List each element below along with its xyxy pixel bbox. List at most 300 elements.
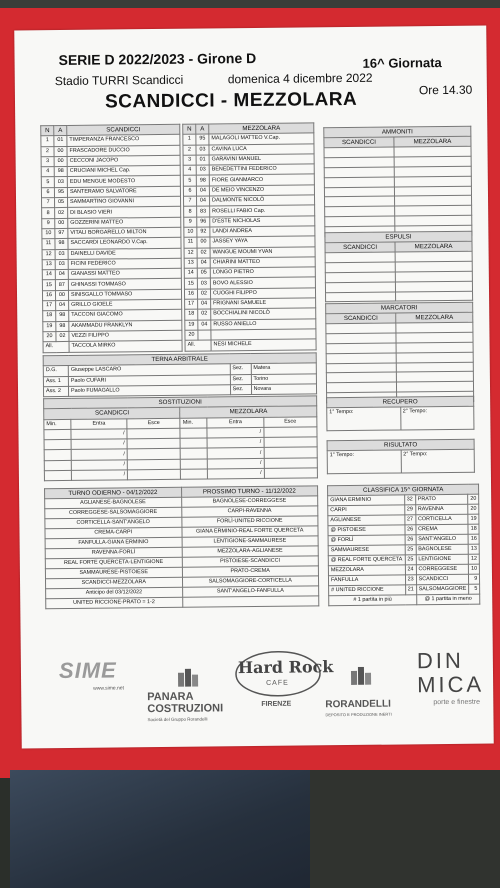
sub-out xyxy=(127,459,180,470)
player-year: 02 xyxy=(56,331,69,341)
home-lineup-table xyxy=(40,124,182,353)
player-year: 95 xyxy=(54,187,67,197)
player-name: LONGO PIETRO xyxy=(210,267,315,278)
player-number: 7 xyxy=(42,198,55,208)
player-number: 3 xyxy=(41,156,54,166)
team-name: AGLIANESE xyxy=(328,515,405,526)
table-row xyxy=(185,339,316,351)
player-year: 98 xyxy=(196,175,209,185)
today-fixture: REAL FORTE QUERCETA-LENTIGIONE xyxy=(45,557,182,568)
player-year xyxy=(198,330,211,340)
player-name: BOVO ALESSIO xyxy=(210,277,315,288)
player-number: 11 xyxy=(184,237,197,247)
panara-building-icon xyxy=(176,669,200,687)
player-name: DALMONTE NICOLÒ xyxy=(209,195,314,206)
team-name: BAGNOLESE xyxy=(416,544,469,555)
match-sheet xyxy=(14,26,493,749)
player-number: 8 xyxy=(184,206,197,216)
sub-in: / xyxy=(208,458,264,469)
hard-rock-logo: Hard Rock xyxy=(237,657,334,678)
player-year: 83 xyxy=(197,206,210,216)
ammoniti-table xyxy=(323,126,472,238)
player-name: FIORE GIANMARCO xyxy=(209,174,314,185)
next-fixture: SANT'ANGELO-FANFULLA xyxy=(182,586,319,597)
player-name: CRUCIANI MICHEL Cap. xyxy=(67,165,180,176)
dinamica-logo-top: DIN xyxy=(416,647,464,674)
team-points: 21 xyxy=(405,585,416,595)
player-name: FRASCADORE DUCCIO xyxy=(67,145,180,156)
sub-minute xyxy=(181,448,208,459)
player-number: 6 xyxy=(183,186,196,196)
min-label: Min. xyxy=(180,418,207,429)
referee-role: Ass. 1 xyxy=(43,376,68,387)
player-year: 00 xyxy=(54,146,67,156)
col-n: N xyxy=(41,126,54,136)
player-year: 87 xyxy=(55,280,68,290)
player-name: SACCARDI LEONARDO V.Cap. xyxy=(68,238,181,249)
sime-logo: SIME xyxy=(58,657,117,684)
team-points: 16 xyxy=(468,534,479,544)
referee-name: Paolo FUMAGALLO xyxy=(68,385,230,397)
col-n: N xyxy=(183,124,196,134)
player-name: GHINASSI TOMMASO xyxy=(68,279,181,290)
player-year: 97 xyxy=(55,228,68,238)
player-number: 15 xyxy=(184,279,197,289)
coach-label: All. xyxy=(43,342,69,353)
today-fixture: CORREGGESE-SALSOMAGGIORE xyxy=(45,507,182,518)
jeans-background xyxy=(10,770,310,888)
sub-minute xyxy=(44,450,71,461)
marcatori-title: MARCATORI xyxy=(326,302,473,314)
referee-name: Giuseppe LASCARO xyxy=(68,364,230,376)
rorandelli-building-icon xyxy=(349,667,373,685)
next-fixture: FORLÌ-UNITED RICCIONE xyxy=(181,516,318,527)
sub-in: / xyxy=(71,449,127,460)
referees-table xyxy=(43,352,317,397)
referee-role: D.G. xyxy=(43,366,68,377)
sub-minute xyxy=(44,460,71,471)
esce-label: Esce xyxy=(127,418,180,429)
player-number: 9 xyxy=(184,217,197,227)
player-name: ROSELLI FABIO Cap. xyxy=(210,205,315,216)
team-points: 10 xyxy=(469,564,480,574)
next-fixture: LENTIGIONE-SAMMAURESE xyxy=(182,536,319,547)
team-points: 29 xyxy=(404,505,415,515)
home-team-header: SCANDICCI xyxy=(67,124,180,135)
sub-in: / xyxy=(71,429,127,440)
next-fixture: GIANA ERMINIO-REAL FORTE QUERCETA xyxy=(181,526,318,537)
player-year: 02 xyxy=(197,289,210,299)
player-name: GIANASSI MATTEO xyxy=(68,268,181,279)
fixtures-table xyxy=(44,485,319,609)
col-a: A xyxy=(54,125,67,135)
player-number: 14 xyxy=(42,270,55,280)
team-points: 26 xyxy=(405,535,416,545)
player-number: 20 xyxy=(43,332,56,342)
team-name: SCANDICCI xyxy=(416,574,469,585)
marcatori-home: SCANDICCI xyxy=(326,313,396,324)
player-name: SAMMARTINO GIOVANNI xyxy=(68,196,181,207)
player-number: 4 xyxy=(183,165,196,175)
player-number: 13 xyxy=(42,259,55,269)
player-name: EDU MENGUE MODESTO xyxy=(67,176,180,187)
player-number: 10 xyxy=(184,227,197,237)
referees-title: TERNA ARBITRALE xyxy=(43,353,316,366)
player-name: CAVINA LUCA xyxy=(209,143,314,154)
team-name: # UNITED RICCIONE xyxy=(329,585,406,596)
player-year: 05 xyxy=(55,198,68,208)
player-name: CHIARINI MATTEO xyxy=(210,257,315,268)
team-name: RAVENNA xyxy=(415,504,468,515)
espulsi-home: SCANDICCI xyxy=(325,242,395,253)
standings-table xyxy=(327,484,480,607)
sub-minute xyxy=(181,438,208,449)
col-a: A xyxy=(196,124,209,134)
player-number: 3 xyxy=(183,155,196,165)
player-year: 03 xyxy=(55,259,68,269)
team-name: CORREGGESE xyxy=(416,564,469,575)
player-number: 9 xyxy=(42,218,55,228)
team-name: @ REAL FORTE QUERCETA xyxy=(328,555,405,566)
sub-in: / xyxy=(208,448,264,459)
player-year: 98 xyxy=(56,311,69,321)
player-name: CUOGHI FILIPPO xyxy=(210,288,315,299)
coach-name: NESI MICHELE xyxy=(211,339,316,350)
player-year: 04 xyxy=(197,258,210,268)
player-number: 16 xyxy=(42,290,55,300)
player-name: D'ESTE NICHOLAS xyxy=(210,216,315,227)
team-points: 20 xyxy=(468,494,479,504)
player-year: 03 xyxy=(55,249,68,259)
player-number: 1 xyxy=(183,134,196,144)
player-number: 8 xyxy=(42,208,55,218)
player-number: 14 xyxy=(184,268,197,278)
team-name: @ PISTOIESE xyxy=(328,525,405,536)
today-fixture: FANFULLA-GIANA ERMINIO xyxy=(45,537,182,548)
esce-label: Esce xyxy=(263,416,316,427)
team-name: CREMA xyxy=(416,524,469,535)
player-name: VEZZI FILIPPO xyxy=(69,330,182,341)
risultato-second-half: 2° Tempo: xyxy=(401,449,475,473)
player-year: 00 xyxy=(197,237,210,247)
team-name: FANFULLA xyxy=(328,575,405,586)
sub-out xyxy=(264,437,317,448)
hard-rock-city: FIRENZE xyxy=(261,700,292,708)
substitutions-table xyxy=(43,395,318,481)
next-fixtures-title: PROSSIMO TURNO - 11/12/2022 xyxy=(181,486,318,497)
today-fixture: AGLIANESE-BAGNOLESE xyxy=(45,497,182,508)
date-label: domenica 4 dicembre 2022 xyxy=(227,70,373,87)
sub-in: / xyxy=(71,460,127,471)
today-fixture: CREMA-CARPI xyxy=(45,527,182,538)
player-name: VITALI BORGARELLO MILTON xyxy=(68,227,181,238)
next-fixture: PRATO-CREMA xyxy=(182,566,319,577)
recupero-title: RECUPERO xyxy=(327,396,474,408)
team-points: 13 xyxy=(468,544,479,554)
table-row xyxy=(326,291,473,302)
player-name: FRIGNANI SAMUELE xyxy=(211,298,316,309)
time-label: Ore 14.30 xyxy=(418,82,473,98)
today-fixture: SAMMAURESE-PISTOIESE xyxy=(45,567,182,578)
espulsi-table xyxy=(324,231,473,303)
referee-section: Matera xyxy=(251,363,316,374)
away-team-header: MEZZOLARA xyxy=(209,123,314,134)
dinamica-subtitle: porte e finestre xyxy=(433,698,481,707)
player-name: BENEDETTINI FEDERICO xyxy=(209,164,314,175)
player-name: TIMPERANZA FRANCESCO xyxy=(67,135,180,146)
sub-in: / xyxy=(207,427,263,438)
player-number: 2 xyxy=(183,145,196,155)
next-fixture: MEZZOLARA-AGLIANESE xyxy=(182,546,319,557)
today-fixture: UNITED RICCIONE-PRATO = 1-2 xyxy=(46,597,183,608)
sub-out xyxy=(264,427,317,438)
next-fixture: PISTOIESE-SCANDICCI xyxy=(182,556,319,567)
player-name: DE MEIO VINCENZO xyxy=(209,185,314,196)
player-number: 5 xyxy=(41,177,54,187)
team-points: 24 xyxy=(405,565,416,575)
rorandelli-subtitle: DEPOSITO E PRODUZIONE INERTI xyxy=(325,711,392,718)
stadium-label: Stadio TURRI Scandicci xyxy=(54,72,184,89)
player-year: 04 xyxy=(198,299,211,309)
player-year: 05 xyxy=(197,268,210,278)
risultato-table xyxy=(327,439,475,475)
team-points: 19 xyxy=(468,514,479,524)
subs-title: SOSTITUZIONI xyxy=(44,396,317,409)
player-year: 04 xyxy=(196,186,209,196)
referee-section: Torino xyxy=(251,373,316,384)
player-name: RUSSO ANIELLO xyxy=(211,318,316,329)
team-points: 20 xyxy=(468,504,479,514)
player-number: 12 xyxy=(42,249,55,259)
today-fixtures-title: TURNO ODIERNO - 04/12/2022 xyxy=(45,487,182,498)
giornata-label: 16^ Giornata xyxy=(362,55,442,71)
away-lineup-table xyxy=(182,122,316,351)
team-name: LENTIGIONE xyxy=(416,554,469,565)
standings-title: CLASSIFICA 15^ GIORNATA xyxy=(328,484,479,496)
empty-cell xyxy=(396,291,473,302)
sub-in: / xyxy=(208,468,264,479)
section-label: Sez. xyxy=(230,364,251,375)
player-number: 2 xyxy=(41,146,54,156)
section-label: Sez. xyxy=(230,374,251,385)
today-fixture: Anticipo del 03/12/2022 xyxy=(46,587,183,598)
ammoniti-away: MEZZOLARA xyxy=(394,136,471,147)
standings-note-more: # 1 partita in più xyxy=(329,595,417,606)
rorandelli-logo: RORANDELLI xyxy=(325,698,391,711)
team-name: CORTICELLA xyxy=(415,514,468,525)
player-year: 04 xyxy=(55,270,68,280)
player-number: 4 xyxy=(41,167,54,177)
player-name: SANTERAMO SALVATORE xyxy=(67,186,180,197)
min-label: Min. xyxy=(44,419,71,430)
sub-out xyxy=(264,468,317,479)
team-points: 12 xyxy=(468,554,479,564)
subs-away-header: MEZZOLARA xyxy=(180,406,317,418)
sub-out xyxy=(127,438,180,449)
player-year: 92 xyxy=(197,227,210,237)
player-number: 19 xyxy=(43,321,56,331)
player-year: 00 xyxy=(55,290,68,300)
ammoniti-home: SCANDICCI xyxy=(324,137,394,148)
team-name: @ FORLÌ xyxy=(328,535,405,546)
sub-minute xyxy=(181,469,208,480)
player-number: 11 xyxy=(42,239,55,249)
player-name: GARAVINI MANUEL xyxy=(209,154,314,165)
team-name: GIANA ERMINIO xyxy=(328,495,405,506)
table-row xyxy=(44,468,317,481)
player-year: 98 xyxy=(56,321,69,331)
player-year: 00 xyxy=(54,156,67,166)
next-fixture: SALSOMAGGIORE-CORTICELLA xyxy=(182,576,319,587)
player-year: 95 xyxy=(196,134,209,144)
player-number: 18 xyxy=(185,309,198,319)
team-points: 32 xyxy=(404,495,415,505)
player-number: 17 xyxy=(43,301,56,311)
player-year: 03 xyxy=(197,278,210,288)
panara-subtitle: Società del Gruppo Rorandelli xyxy=(147,716,208,723)
player-number: 18 xyxy=(43,311,56,321)
player-year: 96 xyxy=(197,217,210,227)
risultato-first-half: 1° Tempo: xyxy=(327,450,401,474)
player-year: 02 xyxy=(55,208,68,218)
recupero-first-half: 1° Tempo: xyxy=(327,407,401,431)
subs-home-header: SCANDICCI xyxy=(44,408,181,420)
sub-in: / xyxy=(208,438,264,449)
player-number: 1 xyxy=(41,136,54,146)
team-points: 27 xyxy=(404,515,415,525)
team-points: 5 xyxy=(469,584,480,594)
player-number: 12 xyxy=(184,248,197,258)
floor-background xyxy=(310,770,500,888)
sub-out xyxy=(264,458,317,469)
player-name: DAINELLI DAVIDE xyxy=(68,248,181,259)
player-name: AKAMMADU FRANKLYN xyxy=(69,320,182,331)
panara-logo: PANARA xyxy=(147,690,194,704)
marcatori-away: MEZZOLARA xyxy=(396,312,473,323)
today-fixture: CORTICELLA-SANT'ANGELO xyxy=(45,517,182,528)
player-number: 5 xyxy=(183,176,196,186)
player-year: 02 xyxy=(198,309,211,319)
player-year: 03 xyxy=(196,145,209,155)
player-name: FICINI FEDERICO xyxy=(68,258,181,269)
team-name: PRATO xyxy=(415,494,468,505)
player-name: JASSEY YAYA xyxy=(210,236,315,247)
player-number: 20 xyxy=(185,330,198,340)
serie-title: SERIE D 2022/2023 - Girone D xyxy=(58,49,257,69)
section-label: Sez. xyxy=(230,384,251,395)
team-name: SAMMAURESE xyxy=(328,545,405,556)
sime-url: www.sime.net xyxy=(93,685,125,692)
risultato-title: RISULTATO xyxy=(327,439,474,451)
sub-minute xyxy=(44,429,71,440)
next-fixture: CARPI-RAVENNA xyxy=(181,506,318,517)
player-name: GRILLO GIOELE xyxy=(69,299,182,310)
hard-rock-cafe: CAFE xyxy=(266,679,289,687)
entra-label: Entra xyxy=(71,418,127,429)
player-number: 15 xyxy=(42,280,55,290)
recupero-second-half: 2° Tempo: xyxy=(400,406,474,430)
player-year: 02 xyxy=(197,248,210,258)
coach-label: All. xyxy=(185,340,211,351)
empty-cell xyxy=(326,292,396,303)
player-year: 01 xyxy=(196,155,209,165)
sub-minute xyxy=(180,428,207,439)
coach-name: TACCOLA MIRKO xyxy=(69,340,182,351)
sub-minute xyxy=(44,440,71,451)
team-name: SALSOMAGGIORE xyxy=(416,584,469,595)
player-year: 03 xyxy=(54,177,67,187)
sub-out xyxy=(127,428,180,439)
entra-label: Entra xyxy=(207,417,263,428)
team-points: 25 xyxy=(405,545,416,555)
ammoniti-title: AMMONITI xyxy=(324,126,471,138)
player-name: CECCONI JACOPO xyxy=(67,155,180,166)
player-year: 03 xyxy=(196,165,209,175)
referee-section: Novara xyxy=(251,384,316,395)
team-points: 26 xyxy=(405,525,416,535)
team-points: 18 xyxy=(468,524,479,534)
player-name: DI BLASIO VIERI xyxy=(68,207,181,218)
player-name: MALAGOLI MATTEO V.Cap. xyxy=(209,133,314,144)
next-fixture: BAGNOLESE-CORREGGESE xyxy=(181,496,318,507)
player-number: 7 xyxy=(183,196,196,206)
player-year: 04 xyxy=(198,320,211,330)
sub-in: / xyxy=(71,439,127,450)
team-name: SANT'ANGELO xyxy=(416,534,469,545)
player-year: 04 xyxy=(56,300,69,310)
referee-role: Ass. 2 xyxy=(43,386,68,397)
player-number: 13 xyxy=(184,258,197,268)
player-name: BOCCHIALINI NICOLÒ xyxy=(211,308,316,319)
player-name: GOZZERINI MATTEO xyxy=(68,217,181,228)
espulsi-away: MEZZOLARA xyxy=(395,241,472,252)
player-year: 98 xyxy=(55,239,68,249)
recupero-table xyxy=(326,396,474,432)
player-number: 10 xyxy=(42,229,55,239)
team-name: CARPI xyxy=(328,505,405,516)
team-points: 25 xyxy=(405,555,416,565)
dinamica-logo-bottom: MICA xyxy=(416,671,485,698)
today-fixture: SCANDICCI-MEZZOLARA xyxy=(45,577,182,588)
team-points: 9 xyxy=(469,574,480,584)
player-year: 04 xyxy=(196,196,209,206)
player-year: 98 xyxy=(54,167,67,177)
sub-in: / xyxy=(71,470,127,481)
player-name: WANGUE MOUMI YVAN xyxy=(210,246,315,257)
player-number: 6 xyxy=(41,187,54,197)
sub-out xyxy=(128,469,181,480)
next-fixture xyxy=(182,596,319,607)
player-name: TACCONI GIACOMO xyxy=(69,310,182,321)
player-number: 17 xyxy=(185,299,198,309)
referee-name: Paolo CUFARI xyxy=(68,374,230,386)
panara-costruzioni: COSTRUZIONI xyxy=(147,702,224,716)
player-name: SINISGALLO TOMMASO xyxy=(68,289,181,300)
match-title: SCANDICCI - MEZZOLARA xyxy=(104,88,358,113)
player-year: 00 xyxy=(55,218,68,228)
sub-out xyxy=(264,447,317,458)
sub-minute xyxy=(181,459,208,470)
player-year: 01 xyxy=(54,136,67,146)
player-number: 16 xyxy=(184,289,197,299)
espulsi-title: ESPULSI xyxy=(325,231,472,243)
sub-out xyxy=(127,449,180,460)
today-fixture: RAVENNA-FORLÌ xyxy=(45,547,182,558)
marcatori-table xyxy=(325,302,474,404)
team-name: MEZZOLARA xyxy=(328,565,405,576)
player-name: LANDI ANDREA xyxy=(210,226,315,237)
team-points: 23 xyxy=(405,575,416,585)
